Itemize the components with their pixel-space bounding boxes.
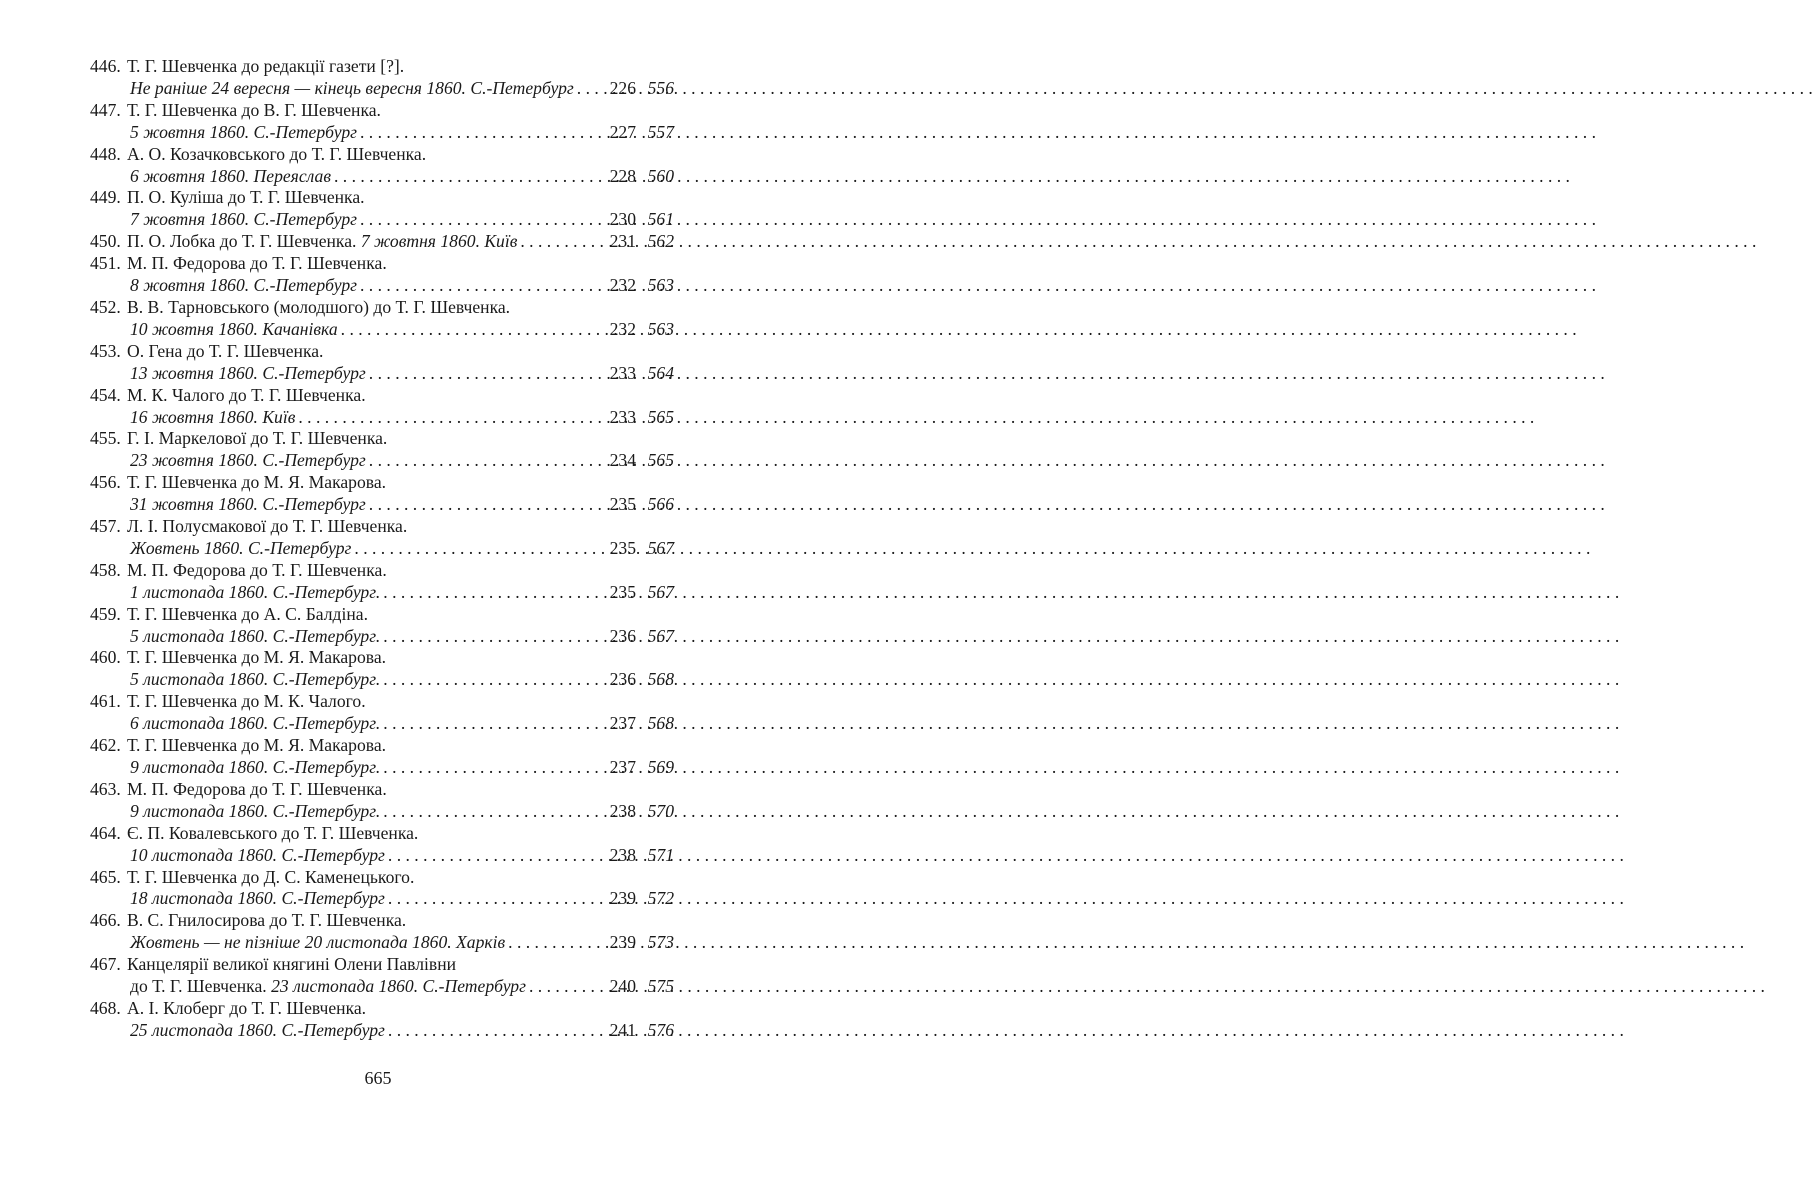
toc-line-continuation [90,845,674,867]
notes-page: 569 [647,757,674,777]
toc-entry [90,144,674,188]
toc-line-continuation [90,122,674,144]
entry-date-place: 7 жовтня 1860. Київ [360,231,518,252]
dot-leader [383,582,601,604]
entry-date-place: Жовтень 1860. С.-Петербург [130,537,352,558]
text-page: 238 [609,844,636,865]
notes-page: 566 [647,494,674,515]
entry-title: Т. Г. Шевченка до Д. С. Каменецького. [127,866,415,887]
entry-number: 466. [90,910,121,931]
entry-date-place: 23 жовтня 1860. С.-Петербург [130,450,366,471]
toc-line-continuation [90,319,674,341]
entry-number: 450. [90,231,121,252]
text-page: 235 [609,581,636,602]
toc-line [90,647,674,669]
toc-entry [90,823,674,867]
text-page: 233 [609,362,636,383]
text-page: 235 [609,537,636,558]
entry-title: Т. Г. Шевченка до М. Я. Макарова. [127,735,387,756]
notes-page: 567 [647,537,674,558]
entry-title: П. О. Лобка до Т. Г. Шевченка. [127,231,357,252]
dot-leader [383,713,601,735]
entry-title: А. І. Клоберг до Т. Г. Шевченка. [127,997,367,1018]
entry-text [130,801,380,823]
text-page: 235 [609,494,636,515]
notes-page: 568 [647,713,674,734]
toc-entry [90,779,674,823]
entry-title: Т. Г. Шевченка до М. Я. Макарова. [127,647,387,668]
toc-line [90,867,674,889]
entry-date-place: 5 жовтня 1860. С.-Петербург [130,121,357,142]
text-page: 236 [609,625,636,646]
entry-number: 464. [90,822,121,843]
text-page: 232 [609,275,636,296]
entry-text [130,976,526,998]
entry-title: М. П. Федорова до Т. Г. Шевченка. [127,253,387,274]
entry-date-place: 6 листопада 1860. С.-Петербург. [130,713,381,734]
toc-entry [90,100,674,144]
entry-number: 447. [90,99,121,120]
entry-date-place: 8 жовтня 1860. С.-Петербург [130,275,357,296]
toc-line [90,910,674,932]
toc-entry [90,341,674,385]
dot-leader [354,538,601,560]
entry-title: М. К. Чалого до Т. Г. Шевченка. [127,384,366,405]
entry-date-place: 9 листопада 1860. С.-Петербург. [130,800,381,821]
entry-text [130,932,505,954]
dot-leader [383,801,601,823]
notes-page: 565 [647,406,674,427]
toc-entry [90,187,674,231]
entry-date-place: 6 жовтня 1860. Переяслав [130,165,331,186]
text-page: 239 [609,888,636,909]
entry-title: М. П. Федорова до Т. Г. Шевченка. [127,559,387,580]
entry-date-place: 7 жовтня 1860. С.-Петербург [130,209,357,230]
notes-page: 572 [647,888,674,909]
toc-entry [90,604,674,648]
toc-entry [90,56,674,100]
entry-text [130,757,380,779]
text-page: 239 [609,932,636,953]
dot-leader [383,626,601,648]
entry-number: 452. [90,296,121,317]
dot-leader [529,976,601,998]
entry-title: В. В. Тарновського (молодшого) до Т. Г. Шевченка. [127,296,511,317]
entry-title: Т. Г. Шевченка до А. С. Балдіна. [127,603,369,624]
entry-title: Т. Г. Шевченка до М. К. Чалого. [127,691,366,712]
dot-leader [369,494,601,516]
toc-line [90,231,674,253]
toc-line [90,144,674,166]
toc-line-continuation [90,209,674,231]
entry-date-place: 13 жовтня 1860. С.-Петербург [130,362,366,383]
text-page: 227 [609,121,636,142]
entry-text [130,122,357,144]
dot-leader [577,78,601,100]
toc-entry [90,253,674,297]
notes-page: 557 [647,121,674,142]
toc-entry [90,691,674,735]
entry-date-place: Жовтень — не пізніше 20 листопада 1860. Харків [130,932,506,953]
dot-leader [388,1020,601,1042]
entry-date-place: 23 листопада 1860. С.-Петербург [271,976,526,997]
entry-title: Т. Г. Шевченка до М. Я. Макарова. [127,472,387,493]
text-page: 236 [609,669,636,690]
toc-line-continuation [90,757,674,779]
entry-text [130,363,366,385]
dot-leader [369,363,601,385]
toc-line [90,823,674,845]
toc-line [90,516,674,538]
dot-leader [360,209,601,231]
entry-text [130,494,366,516]
entry-number: 451. [90,253,121,274]
entry-title: Є. П. Ковалевського до Т. Г. Шевченка. [127,822,419,843]
dot-leader [520,231,601,253]
entry-title-continuation: до Т. Г. Шевченка. [130,976,267,997]
text-page: 228 [609,165,636,186]
entry-date-place: 18 листопада 1860. С.-Петербург [130,888,385,909]
dot-leader [369,450,601,472]
entry-date-place: 5 листопада 1860. С.-Петербург. [130,669,381,690]
text-page: 237 [609,757,636,777]
toc-line-continuation [90,78,674,100]
toc-line-continuation [90,976,674,998]
entry-number: 467. [90,954,121,975]
entry-number: 449. [90,187,121,208]
toc-line [90,100,674,122]
entry-title: Канцелярії великої княгині Олени Павлівни [127,954,457,975]
toc-entry [90,297,674,341]
toc-entry [90,516,674,560]
dot-leader [388,888,601,910]
toc-line [90,691,674,713]
dot-leader [383,669,601,691]
dot-leader [360,275,601,297]
entry-date-place: 16 жовтня 1860. Київ [130,406,296,427]
notes-page: 565 [647,450,674,471]
entry-number: 465. [90,866,121,887]
entry-number: 463. [90,778,121,799]
notes-page: 573 [647,932,674,953]
entry-number: 462. [90,735,121,756]
toc-line-continuation [90,669,674,691]
entry-text [130,1020,385,1042]
entry-number: 455. [90,428,121,449]
entry-date-place: 31 жовтня 1860. С.-Петербург [130,494,366,515]
toc-line [90,428,674,450]
toc-entry [90,385,674,429]
toc-entry [90,910,674,954]
entry-number: 453. [90,340,121,361]
notes-page: 575 [647,976,674,997]
entry-text [130,166,331,188]
toc-entry [90,867,674,911]
toc-line [90,56,674,78]
toc-line-continuation [90,626,674,648]
toc-entry [90,998,674,1042]
toc-entry [90,472,674,516]
toc-line-continuation [90,1020,674,1042]
entry-number: 454. [90,384,121,405]
toc-line-continuation [90,166,674,188]
toc-line [90,998,674,1020]
toc-line [90,954,674,976]
entry-text [130,845,385,867]
toc-entry [90,560,674,604]
notes-page: 571 [647,844,674,865]
text-page: 230 [609,209,636,230]
notes-page: 563 [647,275,674,296]
entry-date-place: 5 листопада 1860. С.-Петербург. [130,625,381,646]
toc-line [90,735,674,757]
dot-leader [383,757,601,779]
notes-page: 570 [647,800,674,821]
text-page: 241 [609,1019,636,1040]
entry-text [130,407,295,429]
entry-title: Т. Г. Шевченка до редакції газети [?]. [127,56,405,76]
entry-title: В. С. Гнилосирова до Т. Г. Шевченка. [127,910,407,931]
toc-entry [90,954,674,998]
text-page: 238 [609,800,636,821]
toc-line-continuation [90,450,674,472]
entry-number: 461. [90,691,121,712]
entry-text [127,231,517,253]
entry-text [130,319,338,341]
entry-text [130,78,574,100]
dot-leader [298,407,601,429]
table-of-contents [90,56,674,1042]
toc-line-continuation [90,363,674,385]
toc-line-continuation [90,801,674,823]
entry-date-place: 10 листопада 1860. С.-Петербург [130,844,385,865]
entry-title: Т. Г. Шевченка до В. Г. Шевченка. [127,99,381,120]
notes-page: 567 [647,625,674,646]
entry-text [130,888,385,910]
text-page: 231 [609,231,636,252]
entry-date-place: 10 жовтня 1860. Качанівка [130,318,338,339]
entry-title: М. П. Федорова до Т. Г. Шевченка. [127,778,387,799]
notes-page: 563 [647,318,674,339]
toc-line [90,779,674,801]
notes-page: 567 [647,581,674,602]
entry-date-place: 1 листопада 1860. С.-Петербург. [130,581,381,602]
dot-leader [388,845,601,867]
notes-page: 568 [647,669,674,690]
page-number: 665 [364,1068,392,1088]
text-page: 237 [609,713,636,734]
text-page: 226 [609,77,636,98]
entry-date-place: 25 листопада 1860. С.-Петербург [130,1019,385,1040]
toc-line [90,385,674,407]
entry-title: Л. І. Полусмакової до Т. Г. Шевченка. [127,516,408,537]
notes-page: 561 [647,209,674,230]
entry-title: П. О. Куліша до Т. Г. Шевченка. [127,187,365,208]
dot-leader [360,122,601,144]
entry-number: 460. [90,647,121,668]
toc-line-continuation [90,538,674,560]
entry-text [130,669,380,691]
entry-number: 459. [90,603,121,624]
toc-line-continuation [90,713,674,735]
dot-leader [341,319,601,341]
entry-text [130,713,380,735]
entry-number: 446. [90,56,121,76]
dot-leader [508,932,601,954]
entry-text [130,209,357,231]
entry-text [130,538,351,560]
dot-leader [334,166,601,188]
toc-line-continuation [90,407,674,429]
toc-line-continuation [90,494,674,516]
toc-line [90,297,674,319]
toc-line [90,472,674,494]
text-page: 233 [609,406,636,427]
entry-title: А. О. Козачковського до Т. Г. Шевченка. [127,143,427,164]
toc-line-continuation [90,888,674,910]
toc-line [90,187,674,209]
entry-number: 448. [90,143,121,164]
entry-date-place: 9 листопада 1860. С.-Петербург. [130,757,381,777]
toc-line-continuation [90,582,674,604]
toc-line [90,604,674,626]
toc-entry [90,647,674,691]
text-page: 232 [609,318,636,339]
toc-entry [90,428,674,472]
notes-page: 560 [647,165,674,186]
entry-number: 468. [90,997,121,1018]
entry-title: О. Гена до Т. Г. Шевченка. [127,340,324,361]
notes-page: 556 [647,77,674,98]
entry-text [130,450,366,472]
notes-page: 562 [647,231,674,252]
entry-title: Г. І. Маркелової до Т. Г. Шевченка. [127,428,388,449]
text-page: 240 [609,976,636,997]
toc-entry [90,735,674,779]
entry-number: 457. [90,516,121,537]
toc-line [90,560,674,582]
entry-text [130,275,357,297]
entry-text [130,626,380,648]
notes-page: 576 [647,1019,674,1040]
notes-page: 564 [647,362,674,383]
toc-entry [90,231,674,253]
entry-number: 456. [90,472,121,493]
toc-line [90,341,674,363]
text-page: 234 [609,450,636,471]
toc-line-continuation [90,932,674,954]
toc-line-continuation [90,275,674,297]
entry-number: 458. [90,559,121,580]
entry-date-place: Не раніше 24 вересня — кінець вересня 1860. С.-Петербург [130,77,574,98]
entry-text [130,582,380,604]
toc-line [90,253,674,275]
